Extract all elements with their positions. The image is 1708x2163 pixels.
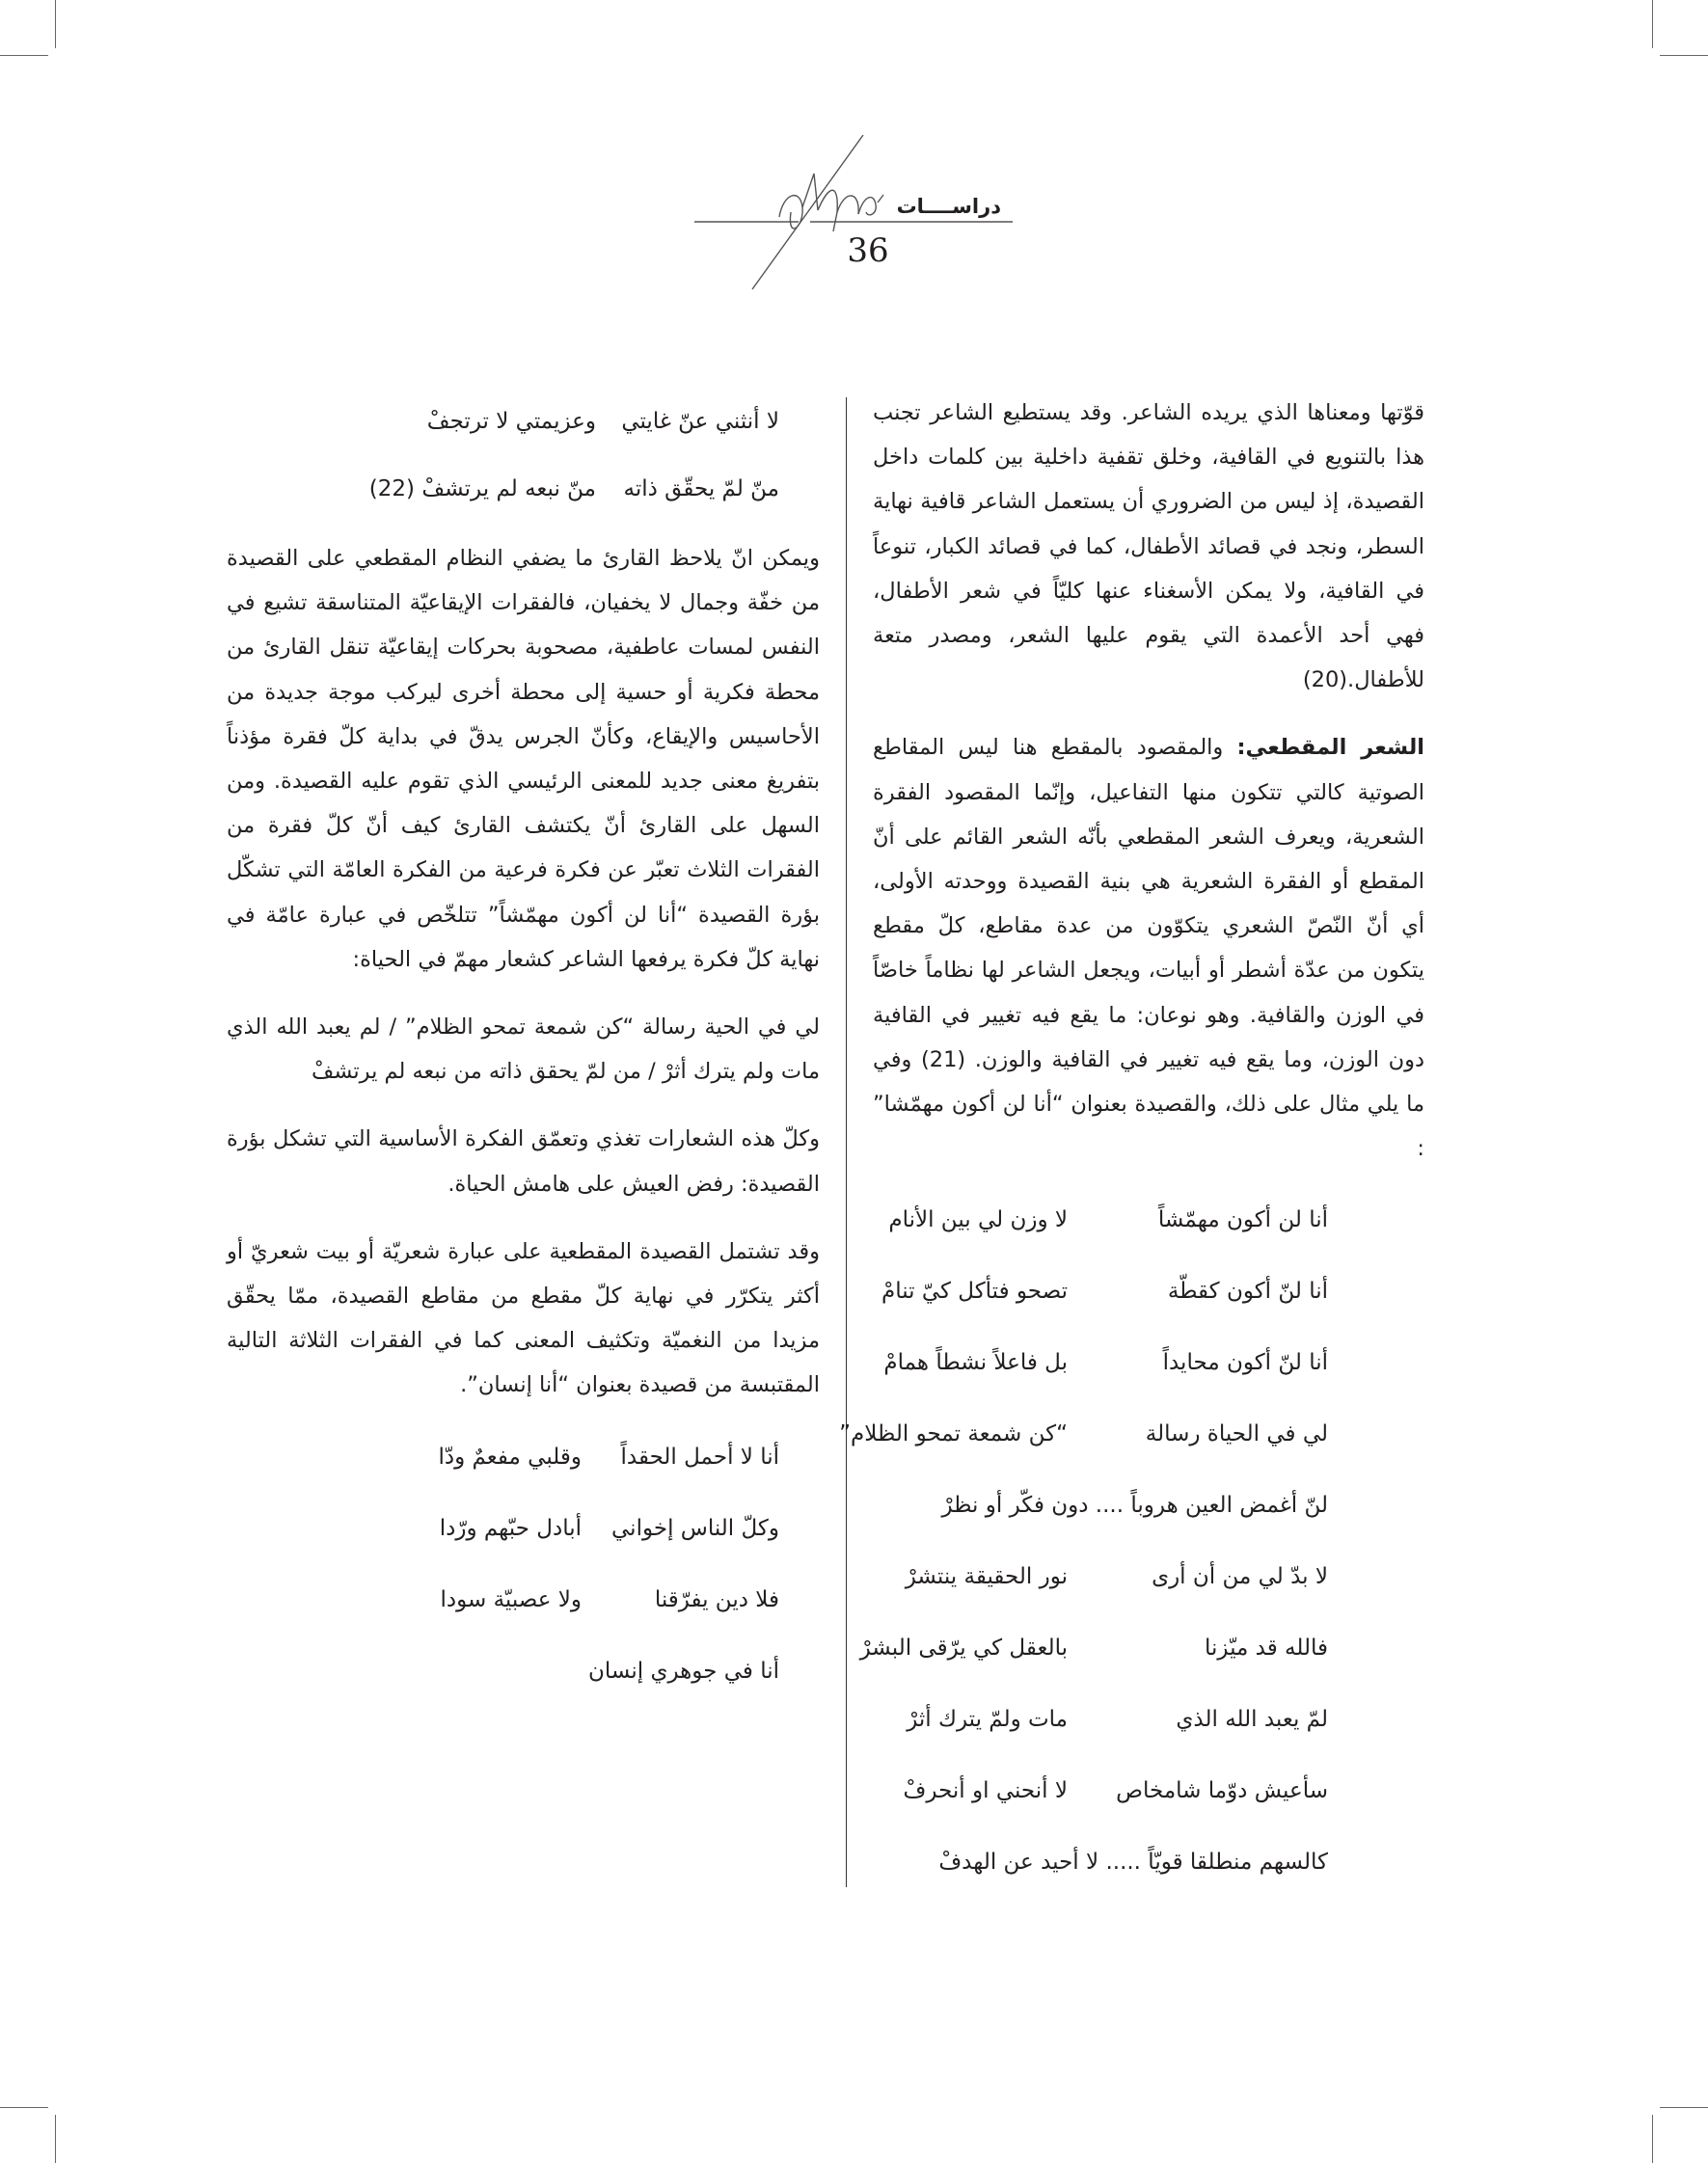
paragraph: وكلّ هذه الشعارات تغذي وتعمّق الفكرة الأساسية التي تشكل بؤرة القصيدة: رفض العيش على هامش الحياة.	[227, 1126, 820, 1197]
right-column	[839, 391, 1424, 1898]
column-divider	[846, 397, 847, 1887]
paragraph: وقد تشتمل القصيدة المقطعية على عبارة شعريّة أو بيت شعريّ أو أكثر يتكرّر في نهاية كلّ مقطع من مقاطع القصيدة، ممّا يحقّق مزيدا من النغميّة وتكثيف المعنى كما في الفقرات الثلاثة التالية المقتبسة من قصيدة بعنوان “أنا إنسان”.	[227, 1238, 820, 1398]
paragraph: ويمكن انّ يلاحظ القارئ ما يضفي النظام المقطعي على القصيدة من خفّة وجمال لا يخفيان، فالفقرات الإيقاعيّة المتناسقة تشيع في النفس لمسات عاطفية، مصحوبة بحركات إيقاعيّة تنقل القارئ من محطة فكرية أو حسية إلى محطة أخرى ليركب موجة جديدة من الأحاسيس والإيقاع، وكأنّ الجرس يدقّ في بداية كلّ فقرة مؤذناً بتفريغ معنى جديد للمعنى الرئيسي الذي تقوم عليه القصيدة. ومن السهل على القارئ أنّ يكتشف القارئ كيف أنّ كلّ فقرة من الفقرات الثلاث تعبّر عن فكرة فرعية من الفكرة العامّة التي تشكّل بؤرة القصيدة “أنا لن أكون مهمّشاً” تتلخّص في عبارة عامّة في نهاية كلّ فكرة يرفعها الشاعر كشعار مهمّ في الحياة:	[227, 546, 820, 972]
paragraph-body: والمقصود بالمقطع هنا ليس المقاطع الصوتية كالتي تتكون منها التفاعيل، وإنّما المقصود الفقرة الشعرية، ويعرف الشعر المقطعي بأنّه الشعر القائم على أنّ المقطع أو الفقرة الشعرية هي بنية القصيدة ووحدته الأولى، أي أنّ النّصّ الشعري يتكوّون من عدة مقاطع، كلّ مقطع يتكون من عدّة أشطر أو أبيات، ويجعل الشاعر لها نظاماً خاصّاً في الوزن والقافية. وهو نوعان: ما يقع فيه تغيير في القافية دون الوزن، وما يقع فيه تغيير في القافية والوزن. (21) وفي ما يلي مثال على ذلك، والقصيدة بعنوان “أنا لن أكون مهمّشا” :	[873, 735, 1424, 1162]
poem-line: لمّ يعبد الله الذي مات ولمّ يترك أثرْ	[907, 1707, 1328, 1733]
poem-line: لا أنثني عنّ غايتي وعزيمتي لا ترتجفْ	[426, 409, 779, 434]
poem-line: أنا لنّ أكون محايداً بل فاعلاً نشطاً همامْ	[883, 1350, 1328, 1376]
paragraph: لي في الحية رسالة “كن شمعة تمحو الظلام” / لم يعبد الله الذي مات ولم يترك أثرْ / من لمّ يحقق ذاته من نبعه لم يرتشفْ	[227, 1014, 820, 1085]
paragraph	[873, 725, 1424, 1171]
poem-line: أنا لنّ أكون كقطّة تصحو فتأكل كيّ تنامْ	[881, 1279, 1328, 1305]
crop-mark	[1660, 2107, 1708, 2108]
magazine-logo-icon	[694, 135, 1013, 309]
poem-line: كالسهم منطلقا قويّاً ..... لا أحيد عن الهدفْ	[938, 1850, 1328, 1876]
poem-line: أنا في جوهري إنسان	[587, 1658, 779, 1684]
crop-mark	[1660, 55, 1708, 56]
poem	[839, 1184, 1424, 1898]
paragraph-lead: الشعر المقطعي:	[1236, 735, 1424, 761]
poem-line: فلا دين يفرّقنا ولا عصبيّة سودا	[440, 1586, 779, 1612]
poem-line: أنا لا أحمل الحقداً وقلبي مفعمٌ ودّا	[438, 1444, 779, 1470]
paragraph: قوّتها ومعناها الذي يريده الشاعر. وقد يستطيع الشاعر تجنب هذا بالتنويع في القافية، وخلق تقفية داخلية بين كلمات داخل القصيدة، إذ ليس من الضروري أن يستعمل الشاعر قافية نهاية السطر، ونجد في قصائد الأطفال، كما في قصائد الكبار، تنوعاً في القافية، ولا يمكن الأسغناء عنها كليّاً في شعر الأطفال، فهي أحد الأعمدة التي يقوم عليها الشعر، ومصدر متعة للأطفال.(20)	[873, 400, 1424, 693]
poem	[227, 388, 820, 523]
crop-mark	[0, 2107, 48, 2108]
section-label: دراســــات	[896, 195, 1001, 218]
page-number: 36	[847, 231, 889, 270]
poem-line: وكلّ الناس إخواني أبادل حبّهم ورّدا	[439, 1515, 779, 1541]
poem-line: أنا لن أكون مهمّشاً لا وزن لي بين الأنام	[888, 1207, 1328, 1233]
poem	[227, 1421, 820, 1707]
poem-line: لنّ أغمض العين هروباً .... دون فكّر أو نظرْ	[941, 1493, 1328, 1519]
poem-line: سأعيش دوّما شامخاص لا أنحني او أنحرفْ	[903, 1778, 1328, 1804]
crop-mark	[55, 0, 56, 48]
poem-line: لي في الحياة رسالة “كن شمعة تمحو الظلام”	[839, 1421, 1328, 1447]
left-column	[227, 388, 820, 1707]
page-header	[694, 135, 1013, 309]
crop-mark	[0, 55, 48, 56]
poem-line: فالله قد ميّزنا بالعقل كي يرّقى البشرْ	[859, 1636, 1328, 1662]
poem-line: منّ لمّ يحقّق ذاته منّ نبعه لم يرتشفْ (22)	[368, 476, 779, 501]
crop-mark	[1652, 2115, 1653, 2163]
poem-line: لا بدّ لي من أن أرى نور الحقيقة ينتشرْ	[905, 1564, 1328, 1590]
crop-mark	[55, 2115, 56, 2163]
crop-mark	[1652, 0, 1653, 48]
